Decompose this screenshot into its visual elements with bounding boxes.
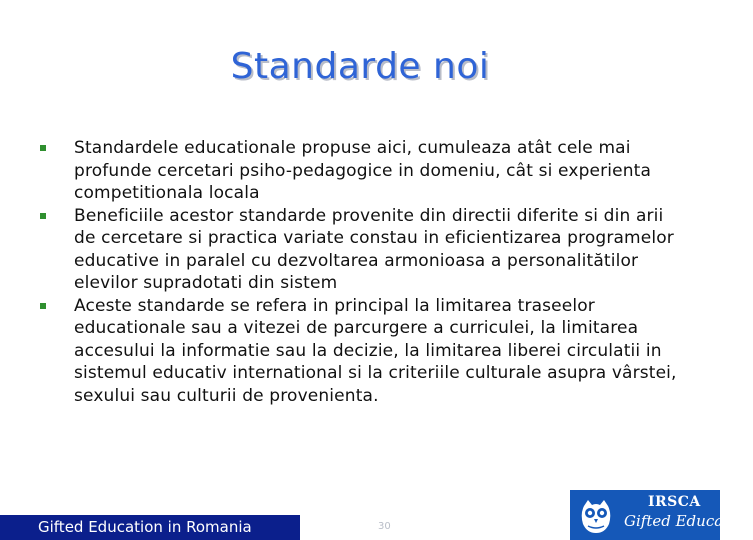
bullet-item (40, 205, 690, 295)
bullet-marker-icon (40, 213, 46, 219)
owl-icon (576, 496, 616, 536)
bullet-item (40, 295, 690, 408)
bullet-text: Standardele educationale propuse aici, cumuleaza atât cele mai profunde cercetari psiho-pedagogice in domeniu, cât si experienta competitionala locala (74, 138, 652, 203)
slide-title: Standarde noi (230, 46, 490, 87)
bullet-item (40, 137, 690, 205)
page-number: 30 (378, 521, 391, 532)
irsca-logo (570, 490, 753, 540)
logo-tagline: Gifted Education (624, 512, 753, 530)
bullet-marker-icon (40, 303, 46, 309)
logo-org-name: IRSCA (648, 494, 701, 510)
bullet-marker-icon (40, 145, 46, 151)
bullet-list (40, 137, 690, 407)
bullet-text: Beneficiile acestor standarde provenite din directii diferite si din arii de cercetare si practica variate constau in eficientizarea programelor educative in paralel cu dezvoltarea armonioasa a personalitătilor elevilor supradotati din sistem (74, 205, 674, 293)
bullet-text: Aceste standarde se refera in principal la limitarea traseelor educationale sau a vitezei de parcurgere a curriculei, la limitarea accesului la informatie sau la decizie, la limitarea liberei circulatii in sistemul educativ international si la criteriile culturale asupra vârstei, sexului sau culturii de provenienta. (74, 295, 677, 406)
footer-label: Gifted Education in Romania (38, 518, 252, 536)
footer-bar (0, 515, 300, 540)
